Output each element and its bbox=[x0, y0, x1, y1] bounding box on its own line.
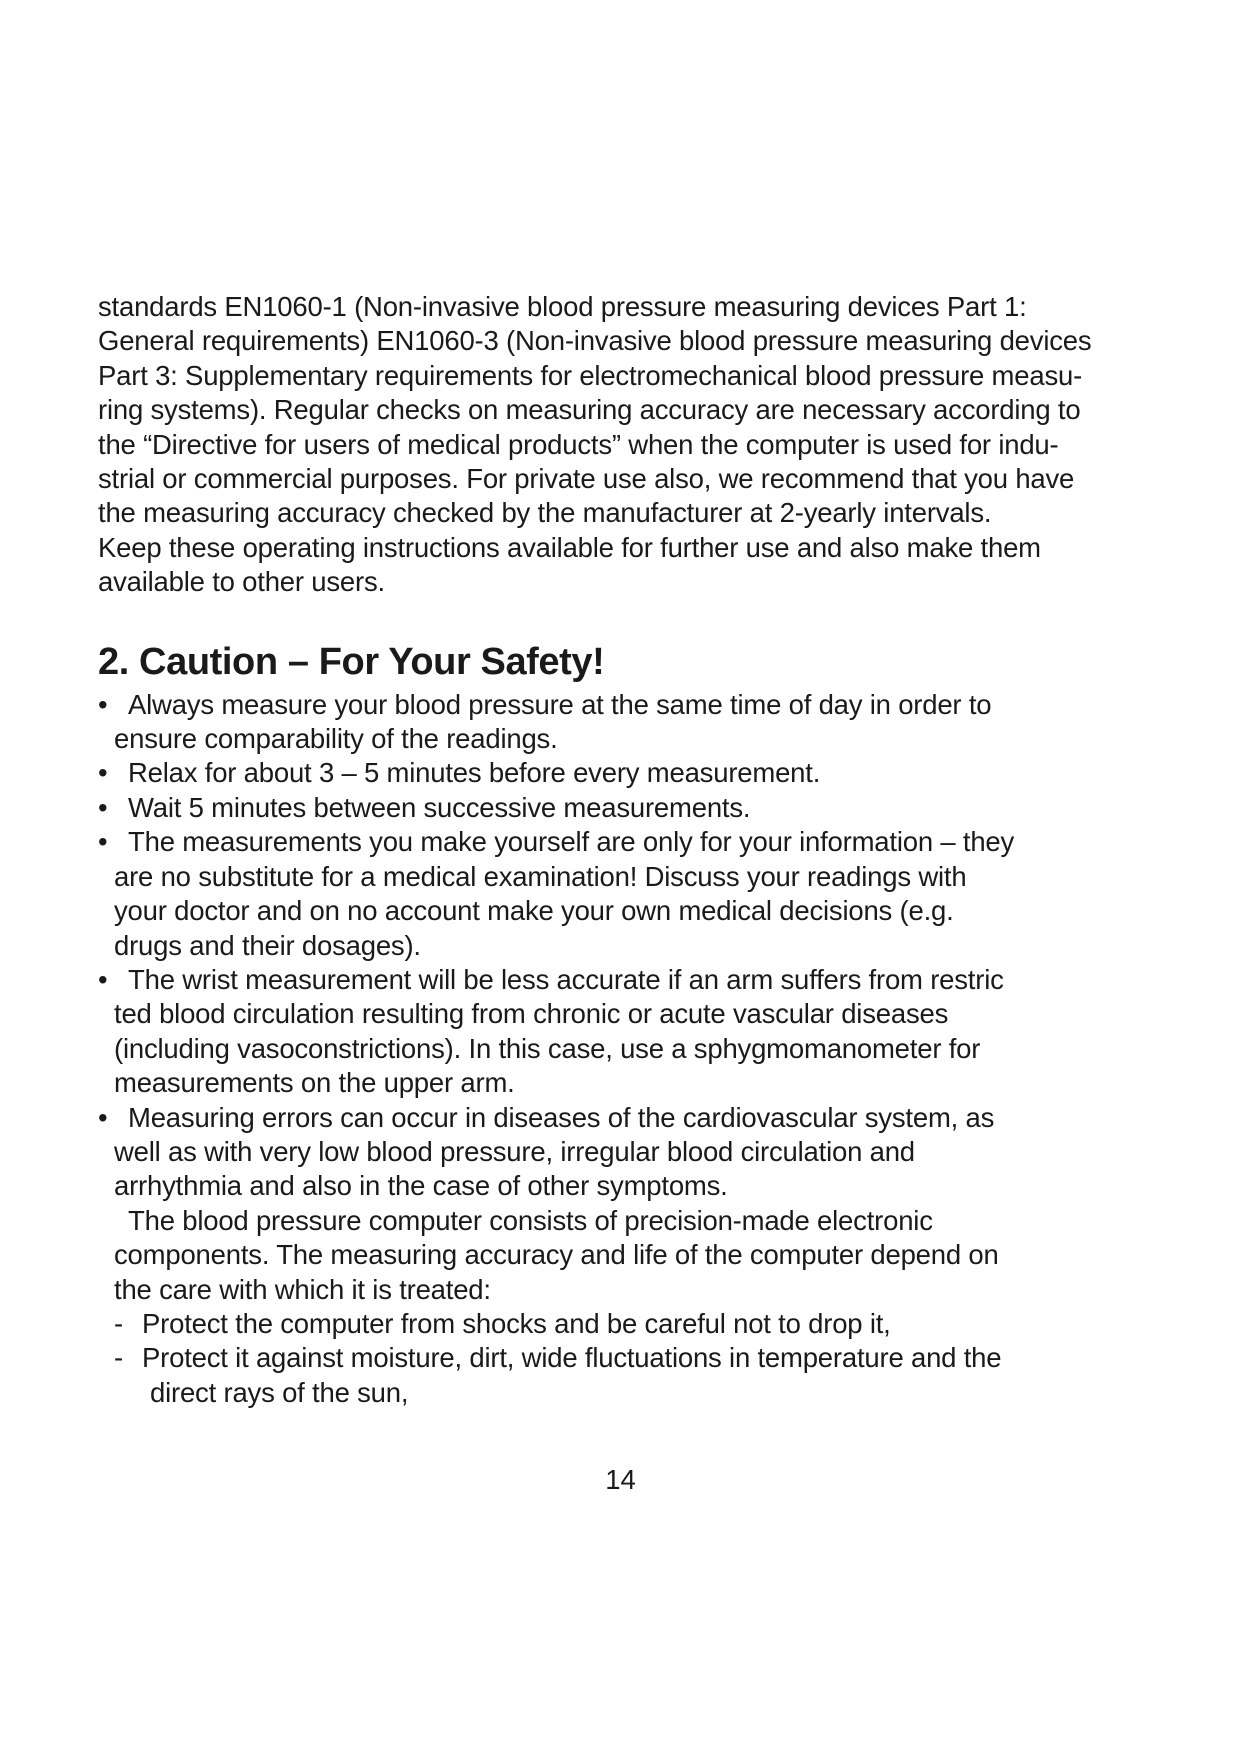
bullet-line: Relax for about 3 – 5 minutes before every measurement. bbox=[128, 757, 821, 789]
bullet-line: measurements on the upper arm. bbox=[114, 1067, 515, 1099]
bullet-item bbox=[98, 688, 1158, 757]
page-content bbox=[98, 290, 1158, 1410]
intro-line: Keep these operating instructions available for further use and also make them bbox=[98, 531, 1041, 563]
bullet-line: your doctor and on no account make your own medical decisions (e.g. bbox=[114, 895, 954, 927]
intro-line: the “Directive for users of medical products” when the computer is used for indu- bbox=[98, 428, 1059, 460]
dash-item bbox=[114, 1307, 1158, 1341]
bullet-item bbox=[98, 825, 1158, 963]
bullet-line: (including vasoconstrictions). In this case, use a sphygmomanometer for bbox=[114, 1032, 981, 1064]
intro-line: strial or commercial purposes. For private use also, we recommend that you have bbox=[98, 463, 1075, 495]
bullet-line: The measurements you make yourself are only for your information – they bbox=[128, 826, 1015, 858]
care-note bbox=[98, 1204, 1158, 1307]
intro-line: the measuring accuracy checked by the manufacturer at 2-yearly intervals. bbox=[98, 497, 992, 529]
bullet-symbol: • bbox=[98, 826, 108, 858]
bullet-line: ted blood circulation resulting from chronic or acute vascular diseases bbox=[114, 998, 949, 1030]
bullet-line: are no substitute for a medical examination! Discuss your readings with bbox=[114, 860, 967, 892]
bullet-item bbox=[98, 756, 1158, 790]
bullet-symbol: • bbox=[98, 791, 108, 823]
intro-paragraph bbox=[98, 290, 1158, 600]
bullet-line: well as with very low blood pressure, irregular blood circulation and bbox=[114, 1135, 915, 1167]
bullet-symbol: • bbox=[98, 757, 108, 789]
intro-line: Part 3: Supplementary requirements for electromechanical blood pressure measu- bbox=[98, 359, 1083, 391]
bullet-symbol: • bbox=[98, 1101, 108, 1133]
bullet-symbol: • bbox=[98, 963, 108, 995]
section-heading: 2. Caution – For Your Safety! bbox=[98, 640, 605, 683]
bullet-item bbox=[98, 1101, 1158, 1204]
care-dash-list bbox=[98, 1307, 1158, 1410]
dash-symbol: - bbox=[114, 1342, 123, 1374]
dash-line: direct rays of the sun, bbox=[150, 1376, 409, 1408]
dash-line: Protect it against moisture, dirt, wide fluctuations in temperature and the bbox=[142, 1342, 1002, 1374]
bullet-symbol: • bbox=[98, 688, 108, 720]
intro-line: ring systems). Regular checks on measuring accuracy are necessary according to bbox=[98, 394, 1081, 426]
bullet-line: Always measure your blood pressure at the same time of day in order to bbox=[128, 688, 992, 720]
bullet-line: drugs and their dosages). bbox=[114, 929, 421, 961]
bullet-item bbox=[98, 963, 1158, 1101]
note-line: components. The measuring accuracy and life of the computer depend on bbox=[114, 1239, 999, 1271]
bullet-line: arrhythmia and also in the case of other symptoms. bbox=[114, 1170, 728, 1202]
bullet-line: ensure comparability of the readings. bbox=[114, 723, 558, 755]
dash-line: Protect the computer from shocks and be careful not to drop it, bbox=[142, 1307, 891, 1339]
bullet-line: Measuring errors can occur in diseases of the cardiovascular system, as bbox=[128, 1101, 995, 1133]
intro-line: General requirements) EN1060-3 (Non-invasive blood pressure measuring devices bbox=[98, 325, 1092, 357]
dash-symbol: - bbox=[114, 1307, 123, 1339]
safety-bullet-list bbox=[98, 688, 1158, 1204]
note-line: The blood pressure computer consists of precision-made electronic bbox=[128, 1204, 933, 1236]
intro-line: available to other users. bbox=[98, 566, 385, 598]
page-number: 14 bbox=[605, 1464, 636, 1495]
dash-item bbox=[114, 1341, 1158, 1410]
bullet-line: Wait 5 minutes between successive measurements. bbox=[128, 791, 751, 823]
bullet-item bbox=[98, 791, 1158, 825]
intro-line: standards EN1060-1 (Non-invasive blood pressure measuring devices Part 1: bbox=[98, 291, 1027, 322]
bullet-line: The wrist measurement will be less accurate if an arm suffers from restric bbox=[128, 963, 1004, 995]
note-line: the care with which it is treated: bbox=[114, 1273, 491, 1305]
